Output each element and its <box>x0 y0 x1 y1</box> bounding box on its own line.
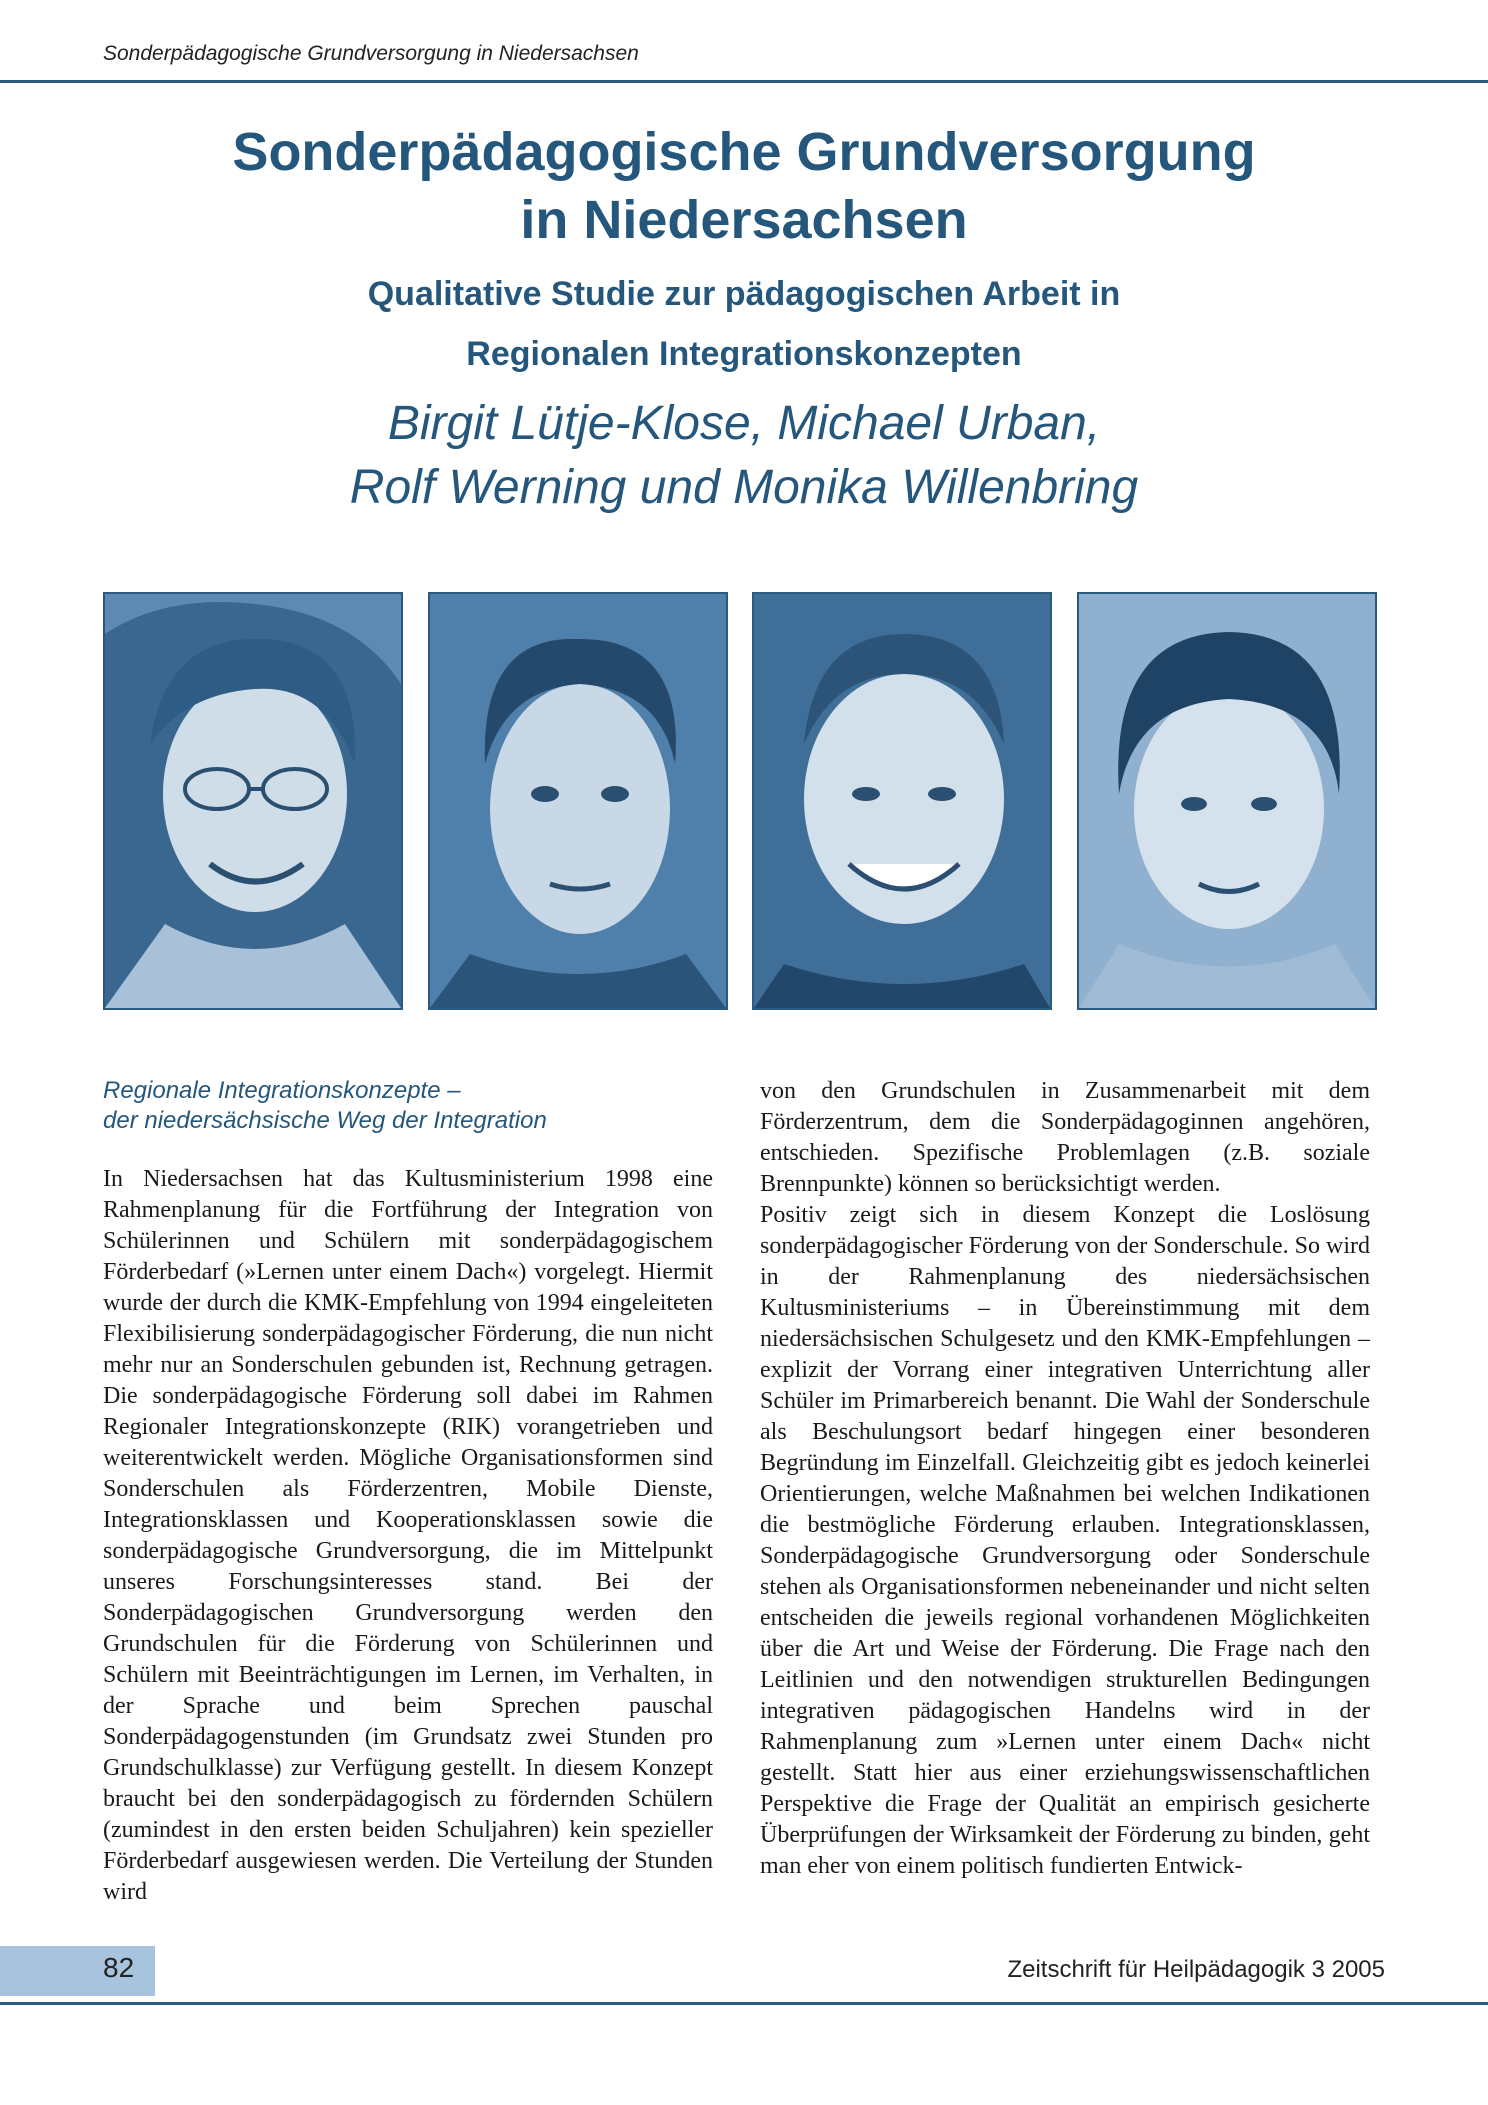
section-heading-line-2: der niedersächsische Weg der Integration <box>103 1107 547 1134</box>
footer-rule <box>0 2002 1488 2005</box>
authors-line-2: Rolf Werning und Monika Willenbring <box>349 461 1139 514</box>
left-column <box>103 1164 713 1908</box>
running-head: Sonderpädagogische Grundversorgung in Niedersachsen <box>103 42 639 65</box>
portrait-woman-short-hair-image <box>1079 594 1375 1008</box>
section-heading-line-1: Regionale Integrationskonzepte – <box>103 1077 461 1104</box>
right-column-paragraph-1: von den Grundschulen in Zusammenarbeit mit dem Förderzentrum, dem die Sonderpädagoginnen angehören, entschieden. Spezifische Problemlagen (z.B. soziale Brennpunkte) können so berücksichtigt werden. <box>760 1078 1370 1197</box>
author-photo-2 <box>428 592 728 1010</box>
portrait-man-smiling-image <box>754 594 1050 1008</box>
title-line-2: in Niedersachsen <box>520 190 968 250</box>
journal-citation: Zeitschrift für Heilpädagogik 3 2005 <box>1007 1956 1385 1983</box>
article-title <box>0 118 1488 254</box>
article-authors <box>0 392 1488 520</box>
portrait-man-young-image <box>430 594 726 1008</box>
right-column <box>760 1076 1370 1882</box>
page-number: 82 <box>103 1952 135 1983</box>
subtitle-line-1: Qualitative Studie zur pädagogischen Arbeit in <box>367 275 1121 313</box>
section-heading <box>103 1076 713 1136</box>
right-column-paragraph-2: Positiv zeigt sich in diesem Konzept die Loslösung sonderpädagogischer Förderung von der Sonderschule. So wird in der Rahmenplanung des niedersächsischen Kultusministeriums – in Übereinstimmung mit dem niedersächsischen Schulgesetz und den KMK-Empfehlungen – explizit der Vorrang einer integrativen Unterrichtung aller Schüler im Primarbereich benannt. Die Wahl der Sonderschule als Beschulungsort bedarf hingegen einer besonderen Begründung im Einzelfall. Gleichzeitig gibt es jedoch keinerlei Orientierungen, welche Maßnahmen bei welchen Indikationen die bestmögliche Förderung erlauben. Integrationsklassen, Sonderpädagogische Grundversorgung oder Sonderschule stehen als Organisationsformen nebeneinander und nicht selten entscheiden die jeweils regional vorhandenen Möglichkeiten über die Art und Weise der Förderung. Die Frage nach den Leitlinien und den notwendigen strukturellen Bedingungen integrativen pädagogischen Handelns wird in der Rahmenplanung zum »Lernen unter einem Dach« nicht gestellt. Statt hier aus einer erziehungswissenschaftlichen Perspektive die Frage der Qualität an empirisch gesicherte Überprüfungen der Wirksamkeit der Förderung zu binden, geht man eher von einem politisch fundierten Entwick- <box>760 1202 1370 1879</box>
author-photo-3 <box>752 592 1052 1010</box>
author-photo-1 <box>103 592 403 1010</box>
title-line-1: Sonderpädagogische Grundversorgung <box>232 122 1256 182</box>
author-photo-4 <box>1077 592 1377 1010</box>
left-column-paragraph: In Niedersachsen hat das Kultusministerium 1998 eine Rahmenplanung für die Fortführung der Integration von Schülerinnen und Schülern mit sonderpädagogischem Förderbedarf (»Lernen unter einem Dach«) vorgelegt. Hiermit wurde der durch die KMK-Empfehlung von 1994 eingeleiteten Flexibilisierung sonderpädagogischer Förderung, die nun nicht mehr nur an Sonderschulen gebunden ist, Rechnung getragen. Die sonderpädagogische Förderung soll dabei im Rahmen Regionaler Integrationskonzepte (RIK) vorangetrieben und weiterentwickelt werden. Mögliche Organisationsformen sind Sonderschulen als Förderzentren, Mobile Dienste, Integrationsklassen und Kooperationsklassen sowie die sonderpädagogische Grundversorgung, die im Mittelpunkt unseres Forschungsinteresses stand. Bei der Sonderpädagogischen Grundversorgung werden den Grundschulen für die Förderung von Schülerinnen und Schülern mit Beeinträchtigungen im Lernen, im Verhalten, in der Sprache und beim Sprechen pauschal Sonderpädagogenstunden (im Grundsatz zwei Stunden pro Grundschulklasse) zur Verfügung gestellt. In diesem Konzept braucht bei den sonderpädagogisch zu fördernden Schülern (zumindest in den ersten beiden Schuljahren) kein spezieller Förderbedarf ausgewiesen werden. Die Verteilung der Stunden wird <box>103 1166 713 1905</box>
title-block <box>0 118 1488 520</box>
article-subtitle <box>0 264 1488 384</box>
subtitle-line-2: Regionalen Integrationskonzepten <box>466 335 1022 373</box>
header-rule <box>0 80 1488 83</box>
authors-line-1: Birgit Lütje-Klose, Michael Urban, <box>387 397 1101 450</box>
author-photos <box>0 592 1488 1012</box>
portrait-woman-glasses-image <box>105 594 401 1008</box>
